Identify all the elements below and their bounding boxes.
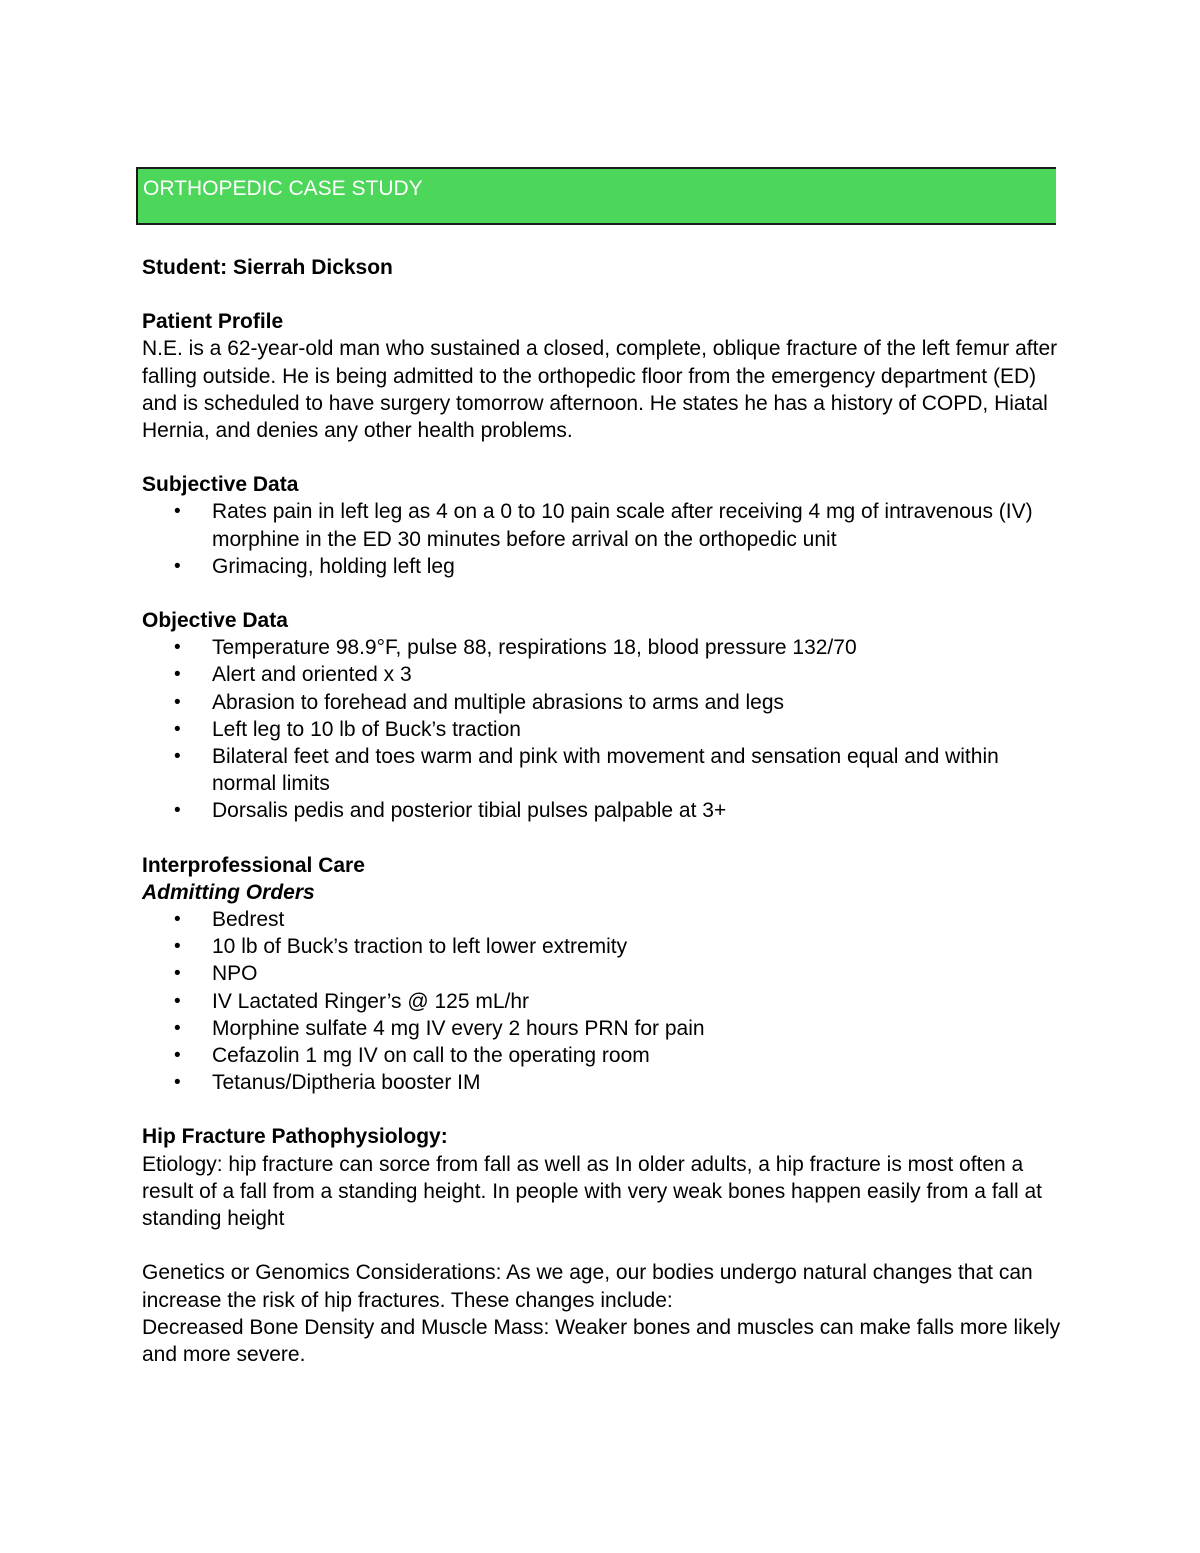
list-item [142,1069,1062,1096]
list-item-text: Rates pain in left leg as 4 on a 0 to 10 pain scale after receiving 4 mg of intravenous (IV) morphine in the ED 30 minutes before arrival on the orthopedic unit [212,500,1033,551]
objective-data-list [142,634,1062,824]
title-banner [136,167,1056,225]
patient-profile-heading: Patient Profile [142,310,284,334]
list-item [142,716,1062,743]
bullet-icon: • [174,664,181,686]
admitting-orders-heading: Admitting Orders [142,880,315,904]
list-item-text: Alert and oriented x 3 [212,663,412,687]
spacer [142,281,1062,308]
bullet-icon: • [174,555,181,577]
list-item [142,1042,1062,1069]
bullet-icon: • [174,909,181,931]
bullet-icon: • [174,800,181,822]
list-item [142,933,1062,960]
bullet-icon: • [174,963,181,985]
list-item [142,553,1062,580]
bullet-icon: • [174,936,181,958]
admitting-orders-list [142,906,1062,1096]
spacer [142,444,1062,471]
list-item-text: Bedrest [212,908,285,932]
bullet-icon: • [174,637,181,659]
list-item-text: NPO [212,962,258,986]
list-item-text: Tetanus/Diptheria booster IM [212,1071,481,1095]
list-item [142,743,1062,797]
list-item-text: Left leg to 10 lb of Buck’s traction [212,717,521,741]
list-item [142,988,1062,1015]
list-item-text: Abrasion to forehead and multiple abrasions to arms and legs [212,690,785,714]
bone-density-text: Decreased Bone Density and Muscle Mass: Weaker bones and muscles can make falls more likely and more severe. [142,1315,1061,1366]
bullet-icon: • [174,501,181,523]
list-item-text: Grimacing, holding left leg [212,554,455,578]
etiology-text: Etiology: hip fracture can sorce from fall as well as In older adults, a hip fracture is most often a result of a fall from a standing height. In people with very weak bones happen easily from a fall at standing height [142,1152,1043,1231]
spacer [142,1096,1062,1123]
patient-profile-text: N.E. is a 62-year-old man who sustained a closed, complete, oblique fracture of the left femur after falling outside. He is being admitted to the orthopedic floor from the emergency department (ED) and is scheduled to have surgery tomorrow afternoon. He states he has a history of COPD, Hiatal Hernia, and denies any other health problems. [142,337,1058,443]
list-item [142,689,1062,716]
student-name: Student: Sierrah Dickson [142,256,393,279]
subjective-data-heading: Subjective Data [142,473,299,497]
bullet-icon: • [174,990,181,1012]
subjective-data-list [142,498,1062,580]
objective-data-heading: Objective Data [142,609,288,633]
list-item-text: Bilateral feet and toes warm and pink with movement and sensation equal and within normal limits [212,745,999,796]
list-item-text: Cefazolin 1 mg IV on call to the operating room [212,1044,650,1068]
pathophysiology-heading: Hip Fracture Pathophysiology: [142,1125,448,1149]
bullet-icon: • [174,1072,181,1094]
spacer [142,825,1062,852]
list-item [142,634,1062,661]
list-item [142,1015,1062,1042]
list-item-text: Morphine sulfate 4 mg IV every 2 hours PRN for pain [212,1016,705,1040]
bullet-icon: • [174,1017,181,1039]
bullet-icon: • [174,718,181,740]
interprofessional-care-heading: Interprofessional Care [142,853,365,877]
spacer [142,580,1062,607]
list-item-text: Temperature 98.9°F, pulse 88, respirations 18, blood pressure 132/70 [212,636,857,660]
bullet-icon: • [174,746,181,768]
spacer [142,1232,1062,1259]
list-item-text: IV Lactated Ringer’s @ 125 mL/hr [212,989,530,1013]
list-item-text: 10 lb of Buck’s traction to left lower extremity [212,935,628,959]
list-item [142,498,1062,552]
list-item [142,906,1062,933]
list-item [142,797,1062,824]
genetics-text: Genetics or Genomics Considerations: As we age, our bodies undergo natural changes that can increase the risk of hip fractures. These changes include: [142,1261,1033,1312]
list-item-text: Dorsalis pedis and posterior tibial pulses palpable at 3+ [212,799,727,823]
bullet-icon: • [174,1045,181,1067]
bullet-icon: • [174,691,181,713]
list-item [142,661,1062,688]
document-body [142,254,1062,1368]
list-item [142,960,1062,987]
document-title: ORTHOPEDIC CASE STUDY [143,177,423,200]
